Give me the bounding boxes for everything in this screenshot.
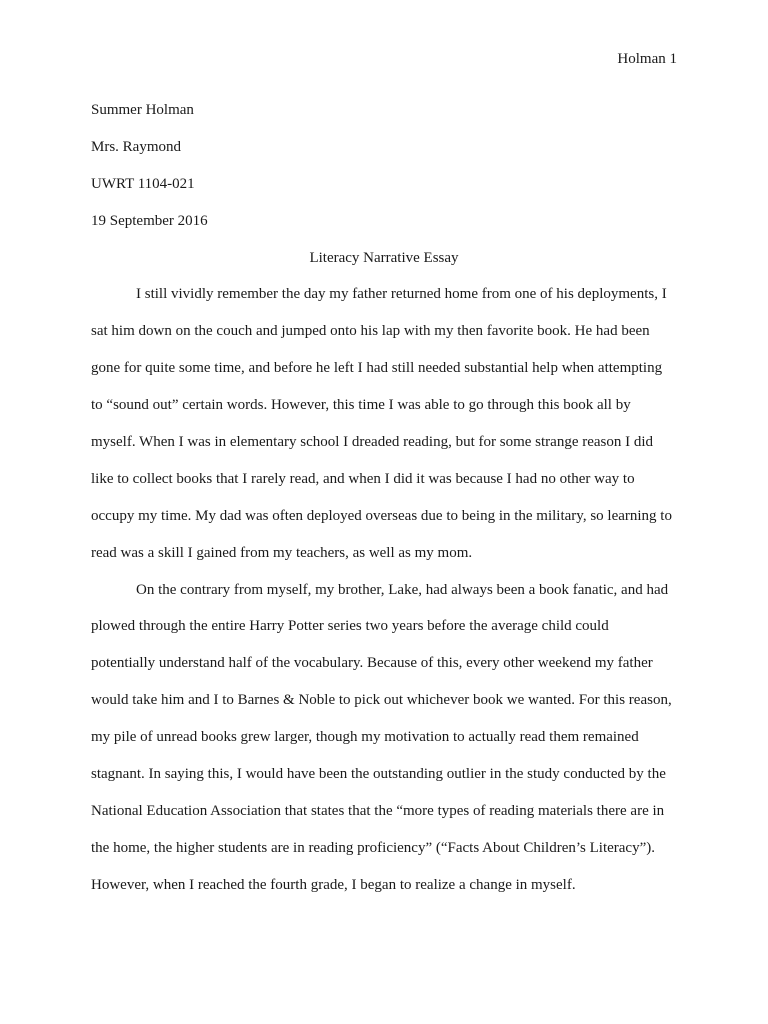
- paragraph-line: like to collect books that I rarely read, and when I did it was because I had no other way to: [91, 470, 635, 487]
- running-head: Holman 1: [617, 51, 677, 67]
- paragraph-line: stagnant. In saying this, I would have been the outstanding outlier in the study conducted by the: [91, 766, 666, 783]
- paragraph-line: my pile of unread books grew larger, though my motivation to actually read them remained: [91, 729, 639, 746]
- paragraph-line: plowed through the entire Harry Potter series two years before the average child could: [91, 618, 609, 635]
- paragraph-1: [91, 276, 677, 571]
- paragraph-line: to “sound out” certain words. However, this time I was able to go through this book all by: [91, 397, 631, 414]
- essay-body: [91, 92, 677, 904]
- paragraph-line: occupy my time. My dad was often deployed overseas due to being in the military, so learning to: [91, 507, 672, 524]
- paragraph-line: would take him and I to Barnes & Noble to pick out whichever book we wanted. For this reason,: [91, 692, 672, 709]
- paragraph-line: However, when I reached the fourth grade, I began to realize a change in myself.: [91, 876, 576, 893]
- paragraph-line: read was a skill I gained from my teachers, as well as my mom.: [91, 544, 473, 561]
- paragraph-2: [91, 572, 677, 904]
- paragraph-line: gone for quite some time, and before he left I had still needed substantial help when attempting: [91, 360, 663, 377]
- course-code: UWRT 1104-021: [91, 175, 195, 192]
- student-name: Summer Holman: [91, 102, 194, 118]
- paragraph-line: myself. When I was in elementary school I dreaded reading, but for some strange reason I did: [91, 434, 654, 451]
- paragraph-line: sat him down on the couch and jumped onto his lap with my then favorite book. He had been: [91, 323, 650, 340]
- paragraph-line: National Education Association that states that the “more types of reading materials there are in: [91, 802, 665, 819]
- instructor-name: Mrs. Raymond: [91, 138, 181, 155]
- paragraph-line: I still vividly remember the day my father returned home from one of his deployments, I: [136, 286, 667, 303]
- paragraph-line: On the contrary from myself, my brother, Lake, had always been a book fanatic, and had: [136, 581, 669, 598]
- essay-date: 19 September 2016: [91, 212, 208, 229]
- essay-title: Literacy Narrative Essay: [309, 249, 459, 266]
- paragraph-line: the home, the higher students are in reading proficiency” (“Facts About Children’s Literacy”).: [91, 839, 655, 856]
- paragraph-line: potentially understand half of the vocabulary. Because of this, every other weekend my father: [91, 655, 653, 672]
